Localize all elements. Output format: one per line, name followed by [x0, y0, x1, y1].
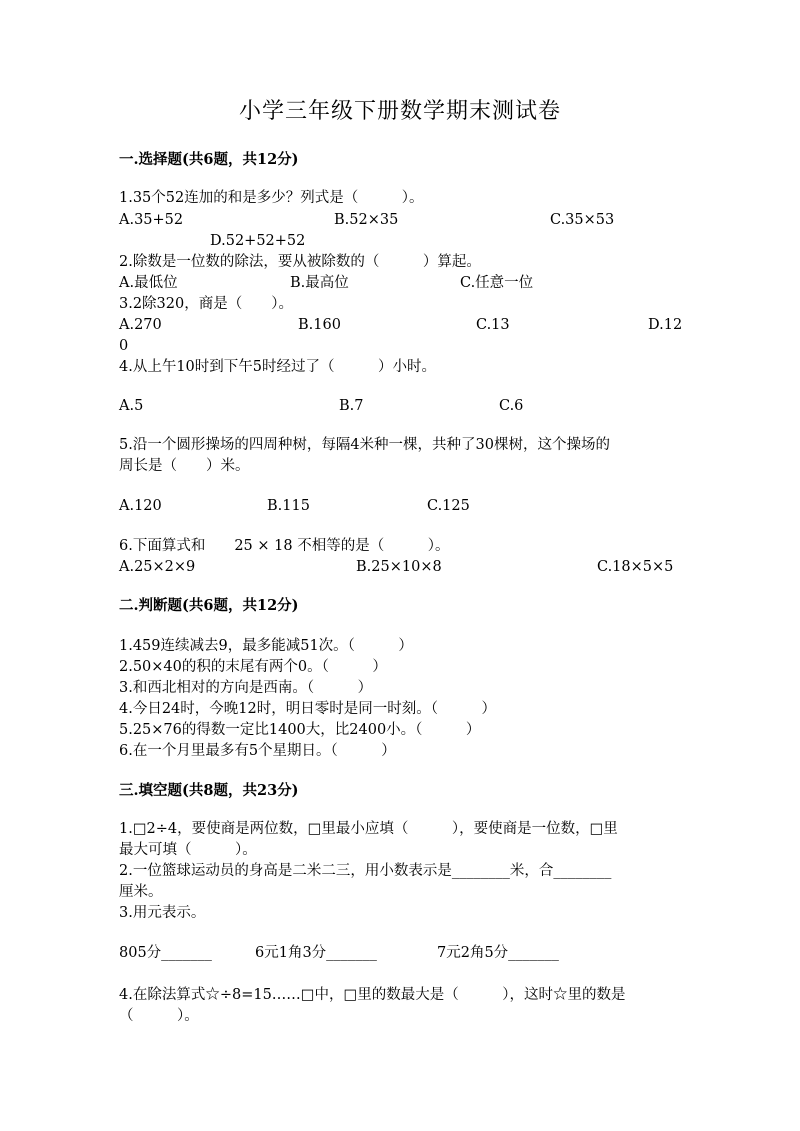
option-c: C.任意一位: [460, 275, 534, 291]
option-a: A.35+52: [119, 212, 184, 228]
question-stem: 2.除数是一位数的除法，要从被除数的（ ）算起。: [119, 254, 481, 270]
section-heading-judge: 二.判断题(共6题，共12分): [119, 597, 299, 614]
section-heading-fill: 三.填空题(共8题，共23分): [119, 782, 299, 799]
judge-item: 6.在一个月里最多有5个星期日。（ ）: [119, 743, 396, 759]
option-d: D.52+52+52: [210, 233, 306, 249]
fill-item: 4.在除法算式☆÷8=15……□中，□里的数最大是（ ），这时☆里的数是: [119, 987, 626, 1003]
option-b: B.115: [267, 498, 310, 514]
option-a: A.5: [119, 398, 144, 414]
fill-item-cont: 厘米。: [119, 884, 163, 900]
fill-item-cont: （ ）。: [119, 1008, 199, 1024]
judge-item: 4.今日24时，今晚12时，明日零时是同一时刻。（ ）: [119, 701, 496, 717]
page-title: 小学三年级下册数学期末测试卷: [238, 99, 561, 124]
option-a: A.120: [119, 498, 162, 514]
question-stem: 5.沿一个圆形操场的四周种树，每隔4米种一棵，共种了30棵树，这个操场的: [119, 437, 611, 453]
option-b: B.7: [339, 398, 364, 414]
option-b: B.52×35: [334, 212, 399, 228]
judge-item: 3.和西北相对的方向是西南。（ ）: [119, 680, 373, 696]
section-heading-choice: 一.选择题(共6题，共12分): [119, 151, 299, 168]
option-b: B.160: [298, 317, 341, 333]
fill-item: 3.用元表示。: [119, 905, 206, 921]
option-a: A.最低位: [119, 275, 178, 291]
fill-blank-c: 7元2角5分_______: [437, 945, 559, 961]
option-c: C.125: [427, 498, 470, 514]
option-d: D.12: [648, 317, 683, 333]
option-c: C.35×53: [550, 212, 615, 228]
fill-item: 1.□2÷4，要使商是两位数，□里最小应填（ ），要使商是一位数，□里: [119, 821, 618, 837]
fill-blank-a: 805分_______: [119, 945, 212, 961]
option-c: C.18×5×5: [597, 559, 674, 575]
option-b: B.最高位: [290, 275, 349, 291]
judge-item: 1.459连续减去9，最多能减51次。（ ）: [119, 638, 413, 654]
option-b: B.25×10×8: [356, 559, 442, 575]
question-stem: 1.35个52连加的和是多少？列式是（ ）。: [119, 190, 424, 206]
option-a: A.270: [119, 317, 162, 333]
option-d-wrap: 0: [119, 338, 129, 354]
question-stem: 6.下面算式和 25 × 18 不相等的是（ ）。: [119, 538, 450, 554]
question-stem: 4.从上午10时到下午5时经过了（ ）小时。: [119, 359, 437, 375]
fill-blank-b: 6元1角3分_______: [255, 945, 377, 961]
fill-item: 2.一位篮球运动员的身高是二米二三，用小数表示是________米，合________: [119, 863, 612, 879]
question-stem: 3.2除320，商是（ ）。: [119, 296, 293, 312]
question-stem-cont: 周长是（ ）米。: [119, 458, 250, 474]
option-a: A.25×2×9: [119, 559, 196, 575]
fill-item-cont: 最大可填（ ）。: [119, 842, 257, 858]
judge-item: 5.25×76的得数一定比1400大，比2400小。（ ）: [119, 722, 481, 738]
judge-item: 2.50×40的积的末尾有两个0。（ ）: [119, 659, 387, 675]
option-c: C.6: [499, 398, 524, 414]
option-c: C.13: [476, 317, 510, 333]
